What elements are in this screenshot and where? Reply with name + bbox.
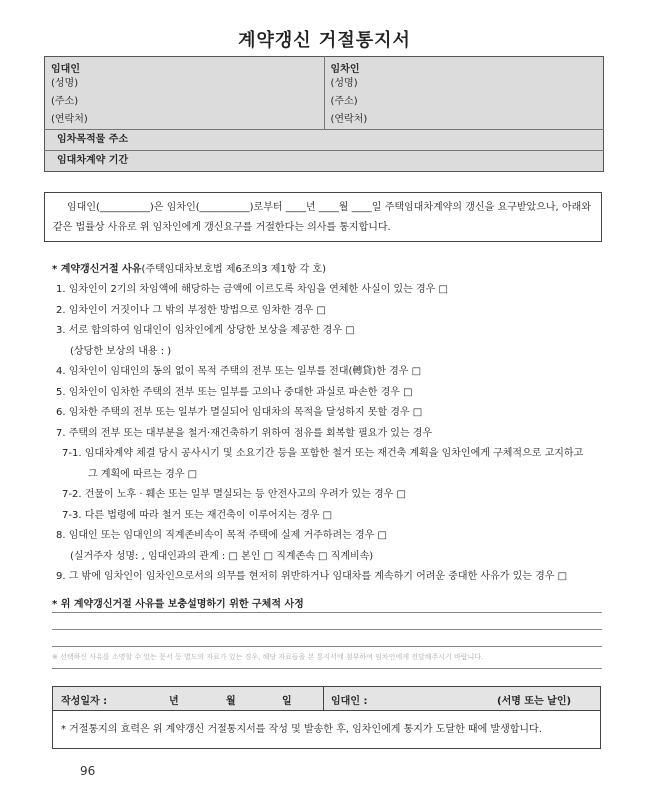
reason-item-8: 8. 임대인 또는 임대인의 직계존비속이 목적 주택에 실제 거주하려는 경우 □ <box>56 530 387 541</box>
reason-item-6: 6. 임차한 주택의 전부 또는 일부가 멸실되어 임대차의 목적을 달성하지 못할 경우 □ <box>56 407 423 418</box>
reason-item-3: 3. 서로 합의하여 임대인이 임차인에게 상당한 보상을 제공한 경우 □ <box>56 325 355 336</box>
year-label: 년 <box>169 696 179 707</box>
parties-table <box>44 56 604 172</box>
reason-item-5: 5. 임차인이 임차한 주택의 전부 또는 일부를 고의나 중대한 과실로 파손한 경우 □ <box>56 386 413 398</box>
date-label: 작성일자 : <box>61 696 108 707</box>
reason-item-2: 2. 임차인이 거짓이나 그 밖의 부정한 방법으로 임차한 경우 □ <box>56 304 326 316</box>
landlord-address-label: (주소) <box>45 93 325 111</box>
day-label: 일 <box>282 696 292 707</box>
document-title: 계약갱신 거절통지서 <box>238 30 411 51</box>
intro-text: 임대인(__________)은 임차인(__________)로부터 ____년 ____월 ____일 주택임대차계약의 갱신을 요구받았으나, 아래와 같은 법률상 사유로 위 임차인에게 갱신요구를 거절한다는 의사를 통지합니다. <box>53 202 591 233</box>
reasons-heading-rest: (주택임대차보호법 제6조의3 제1항 각 호) <box>141 264 326 275</box>
reason-item-9: 9. 그 밖에 임차인이 임차인으로서의 의무를 현저히 위반하거나 임대차를 계속하기 어려운 중대한 사유가 있는 경우 □ <box>56 571 568 582</box>
writing-line-1 <box>52 612 602 613</box>
reasons-heading <box>52 260 326 275</box>
tenant-name-label: (성명) <box>324 75 604 93</box>
landlord-header: 임대인 <box>45 57 325 76</box>
specific-heading: * 위 계약갱신거절 사유를 보충설명하기 위한 구체적 사정 <box>52 599 304 610</box>
footer-divider <box>323 687 324 710</box>
reason-item-7-2: 7-2. 건물이 노후 · 훼손 또는 일부 멸실되는 등 안전사고의 우려가 있는 경우 □ <box>62 489 406 500</box>
reasons-heading-bold: * 계약갱신거절 사유 <box>52 264 142 275</box>
footer-date-row <box>53 687 600 711</box>
tenant-address-label: (주소) <box>324 93 604 111</box>
reason-item-4: 4. 임차인이 임대인의 동의 없이 목적 주택의 전부 또는 일부를 전대(轉貸)한 경우 □ <box>56 366 422 377</box>
reason-item-1: 1. 임차인이 2기의 차임액에 해당하는 금액에 이르도록 차임을 연체한 사실이 있는 경우 □ <box>56 284 448 295</box>
intro-box <box>44 192 602 242</box>
effect-note: * 거절통지의 효력은 위 계약갱신 거절통지서를 작성 및 발송한 후, 임차인에게 통지가 도달한 때에 발생합니다. <box>61 724 542 735</box>
landlord-contact-label: (연락처) <box>45 111 325 130</box>
reason-item-7-3: 7-3. 다른 법령에 따라 철거 또는 재건축이 이루어지는 경우 □ <box>62 509 333 521</box>
attachment-note: ※ 선택하신 사유를 소명할 수 있는 문서 등 별도의 자료가 있는 경우, 해당 자료들을 본 통지서에 첨부하여 임차인에게 전달해주시기 바랍니다. <box>52 653 484 661</box>
reason-item-7-1-cont: 그 계획에 따르는 경우 □ <box>88 468 198 480</box>
landlord-name-label: (성명) <box>45 75 325 93</box>
lease-period-label: 임대차계약 기간 <box>45 151 604 172</box>
reason-item-3-detail: (상당한 보상의 내용 : ) <box>70 345 172 357</box>
sign-instruction: (서명 또는 날인) <box>497 696 572 707</box>
writing-line-4 <box>52 668 602 669</box>
reasons-list <box>56 280 606 588</box>
property-address-label: 임차목적물 주소 <box>45 130 604 151</box>
tenant-contact-label: (연락처) <box>324 111 604 130</box>
tenant-header: 임차인 <box>324 57 604 76</box>
month-label: 월 <box>226 696 236 707</box>
reason-item-7: 7. 주택의 전부 또는 대부분을 철거·재건축하기 위하여 점유를 회복할 필요가 있는 경우 <box>56 427 433 439</box>
writing-line-3 <box>52 646 602 647</box>
writing-line-2 <box>52 629 602 630</box>
page-number: 96 <box>80 764 96 778</box>
reason-item-8-detail: (실거주자 성명: , 임대인과의 관계 : □ 본인 □ 직계존속 □ 직계비속) <box>70 550 374 562</box>
landlord-sign-label: 임대인 : <box>331 696 368 707</box>
reason-item-7-1: 7-1. 임대차계약 체결 당시 공사시기 및 소요기간 등을 포함한 철거 또는 재건축 계획을 임차인에게 구체적으로 고지하고 <box>62 448 584 459</box>
footer-box <box>52 686 601 749</box>
